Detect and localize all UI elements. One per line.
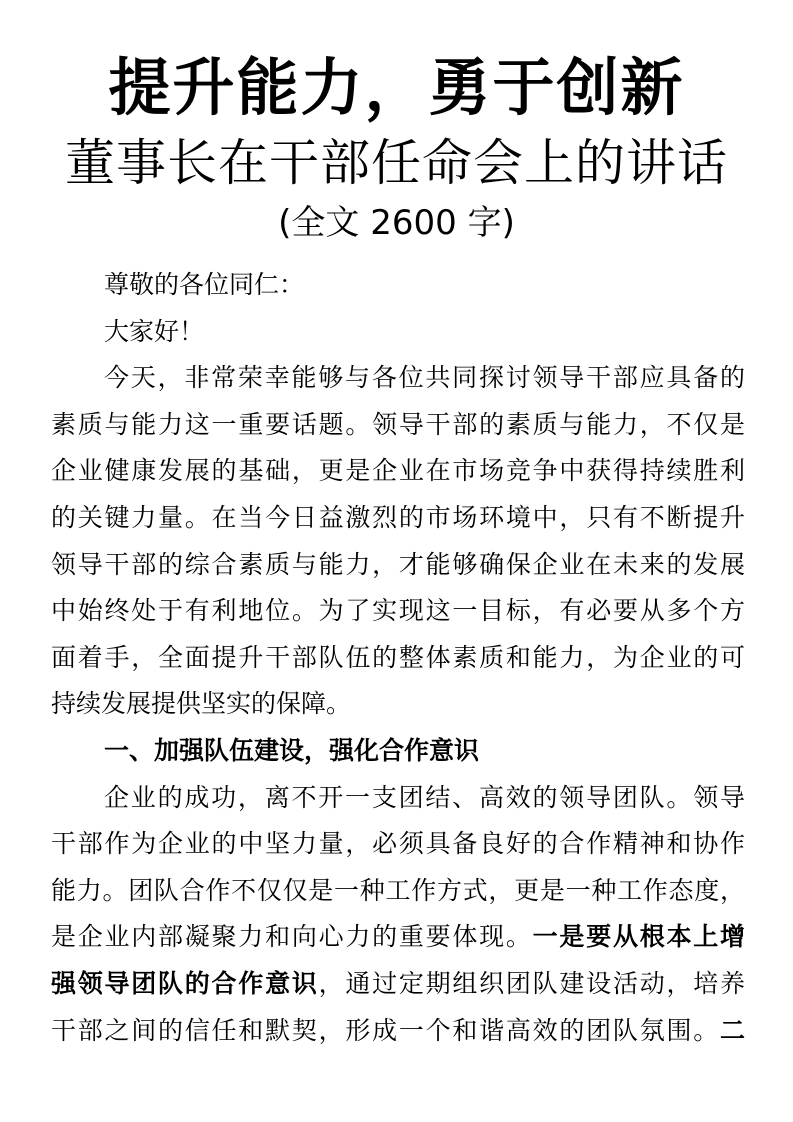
section-heading: 一、加强队伍建设，强化合作意识 [104, 735, 480, 765]
section1-paragraph [51, 775, 745, 1055]
word-count-note: (全文 2600 字) [278, 203, 515, 243]
paragraph-line [51, 1008, 745, 1055]
greeting: 大家好！ [104, 316, 205, 346]
line-text: 能力。团队合作不仅仅是一种工作方式，更是一种工作态度， [51, 875, 745, 905]
salutation: 尊敬的各位同仁： [104, 270, 305, 299]
paragraph-line: 面着手，全面提升干部队伍的整体素质和能力，为企业的可 [51, 642, 745, 672]
paragraph-line: 企业健康发展的基础，更是企业在市场竞争中获得持续胜利 [51, 456, 745, 486]
bold-emphasis: 强领导团队的合作意识 [51, 968, 319, 998]
bold-emphasis: 二 [719, 1015, 745, 1045]
paragraph-line: 今天，非常荣幸能够与各位共同探讨领导干部应具备的 [104, 363, 745, 393]
intro-paragraph [51, 355, 745, 728]
line-text: 干部之间的信任和默契，形成一个和谐高效的团队氛围。 [51, 1015, 720, 1045]
line-text: 企业的成功，离不开一支团结、高效的领导团队。领导 [104, 782, 745, 812]
document-title: 提升能力，勇于创新 [108, 51, 685, 124]
document-body [51, 262, 745, 1054]
paragraph-line [51, 775, 745, 822]
line-text: 干部作为企业的中坚力量，必须具备良好的合作精神和协作 [51, 829, 745, 859]
line-text: ，通过定期组织团队建设活动，培养 [318, 968, 745, 998]
paragraph-line: 素质与能力这一重要话题。领导干部的素质与能力，不仅是 [51, 409, 745, 439]
document-subtitle: 董事长在干部任命会上的讲话 [65, 134, 728, 192]
paragraph-line [51, 961, 745, 1008]
bold-emphasis: 一是要从根本上增 [532, 922, 745, 952]
paragraph-line [51, 821, 745, 868]
line-text: 是企业内部凝聚力和向心力的重要体现。 [51, 922, 533, 952]
paragraph-line: 持续发展提供坚实的保障。 [51, 689, 352, 719]
paragraph-line: 领导干部的综合素质与能力，才能够确保企业在未来的发展 [51, 549, 745, 579]
paragraph-line: 的关键力量。在当今日益激烈的市场环境中，只有不断提升 [51, 502, 745, 532]
paragraph-line [51, 868, 745, 915]
paragraph-line: 中始终处于有利地位。为了实现这一目标，有必要从多个方 [51, 596, 745, 626]
paragraph-line [51, 914, 745, 961]
